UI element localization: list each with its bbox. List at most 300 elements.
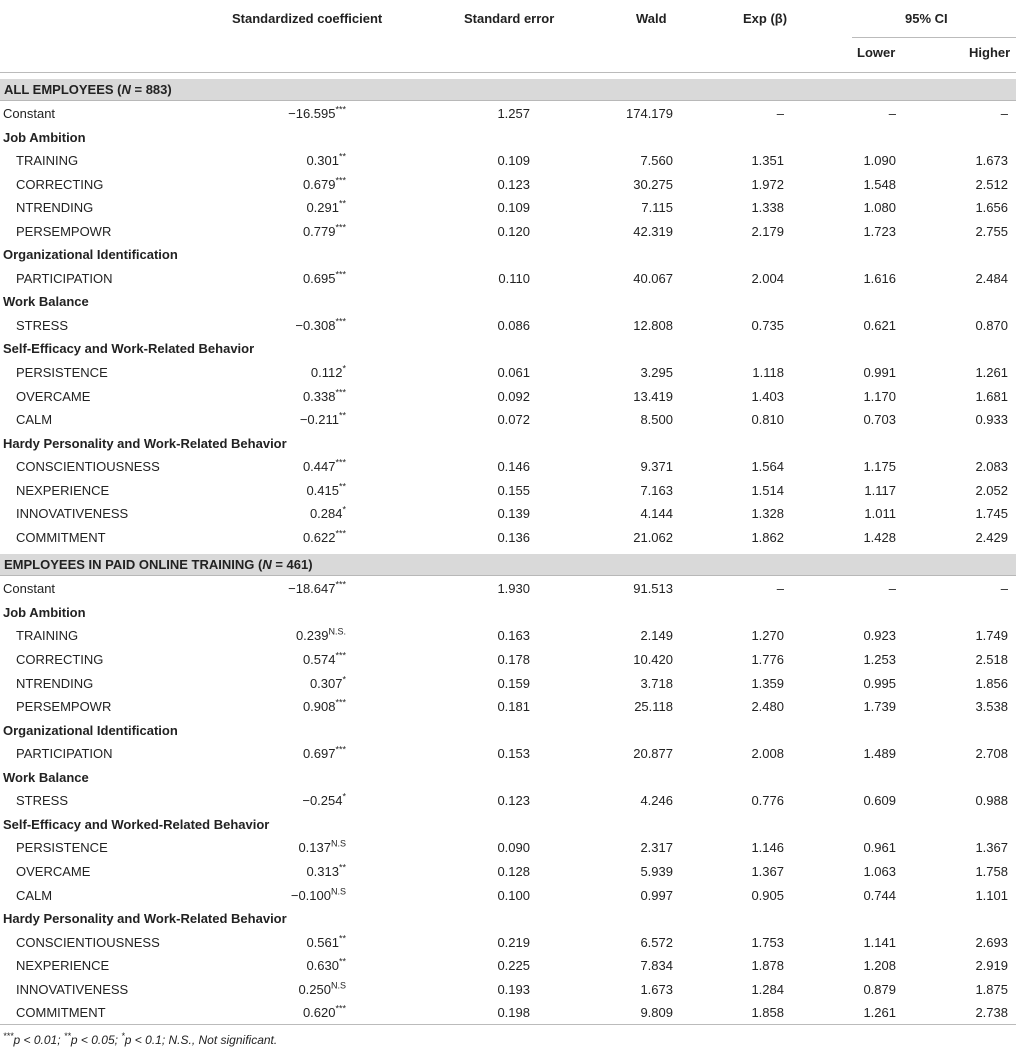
- cell-standard-error: 0.120: [497, 223, 530, 239]
- cell-ci-higher: 2.738: [975, 1005, 1008, 1021]
- cell-wald: 4.246: [640, 793, 673, 809]
- row-label: INNOVATIVENESS: [16, 506, 129, 522]
- cell-ci-higher: 2.755: [975, 223, 1008, 239]
- cell-standard-error: 0.155: [497, 482, 530, 498]
- header-standardized-coefficient: Standardized coefficient: [232, 11, 383, 26]
- coefficient-value: 0.574: [302, 652, 336, 668]
- cell-ci-lower: 1.090: [863, 153, 896, 169]
- cell-ci-higher: 1.875: [975, 981, 1008, 997]
- cell-ci-higher: 2.429: [975, 529, 1008, 545]
- coefficient-value: −16.595: [288, 106, 336, 121]
- cell-standardized-coefficient: [306, 483, 346, 498]
- significance-marker: *: [342, 674, 346, 685]
- significance-marker: ***: [335, 222, 346, 233]
- cell-standardized-coefficient: [303, 177, 346, 192]
- row-label: Organizational Identification: [3, 247, 178, 263]
- significance-marker: **: [338, 151, 346, 162]
- cell-standard-error: 0.136: [497, 529, 530, 545]
- coefficient-value: 0.697: [302, 746, 336, 762]
- cell-standard-error: 0.072: [497, 412, 530, 428]
- coefficient-value: 0.307: [309, 675, 343, 691]
- cell-exp-beta: 1.146: [751, 840, 784, 856]
- cell-standard-error: 0.123: [497, 793, 530, 809]
- cell-standard-error: 0.061: [497, 365, 530, 381]
- cell-ci-lower: 1.428: [863, 529, 896, 545]
- significance-marker: ***: [335, 316, 346, 327]
- coefficient-value: 0.679: [302, 176, 336, 192]
- cell-wald: 7.560: [640, 153, 673, 169]
- coefficient-value: 0.622: [302, 529, 336, 545]
- group-header-row: [0, 600, 1016, 624]
- cell-ci-lower: 1.739: [863, 699, 896, 715]
- cell-ci-lower: –: [888, 581, 896, 597]
- cell-standardized-coefficient: [298, 982, 346, 997]
- cell-ci-lower: 0.621: [863, 317, 896, 333]
- cell-standardized-coefficient: [303, 224, 346, 239]
- cell-exp-beta: 1.564: [751, 459, 784, 475]
- cell-wald: 40.067: [633, 270, 673, 286]
- cell-standard-error: 0.178: [497, 652, 530, 668]
- table-row: [0, 671, 1016, 695]
- table-body: [0, 79, 1016, 1024]
- cell-standard-error: 0.109: [497, 153, 530, 169]
- row-label: PERSEMPOWR: [16, 223, 112, 239]
- cell-ci-higher: 1.749: [975, 628, 1008, 644]
- coefficient-value: 0.447: [302, 459, 336, 475]
- cell-standard-error: 1.257: [497, 106, 530, 121]
- cell-ci-higher: 1.367: [975, 840, 1008, 856]
- cell-wald: 30.275: [633, 176, 673, 192]
- table-row: [0, 741, 1016, 765]
- coefficient-value: 0.284: [309, 506, 343, 522]
- header-higher: Higher: [969, 45, 1011, 60]
- cell-exp-beta: 1.403: [751, 388, 784, 404]
- cell-ci-higher: 2.708: [975, 746, 1008, 762]
- significance-marker: *: [342, 504, 346, 515]
- cell-wald: 6.572: [640, 934, 673, 950]
- cell-ci-lower: 1.616: [863, 270, 896, 286]
- cell-ci-higher: 1.261: [975, 365, 1008, 381]
- section-title: EMPLOYEES IN PAID ONLINE TRAINING (N = 461): [4, 557, 313, 573]
- significance-marker: N.S: [330, 839, 346, 850]
- row-label: OVERCAME: [16, 863, 91, 879]
- group-header-row: [0, 242, 1016, 266]
- cell-wald: 3.718: [640, 675, 673, 691]
- table-row: [0, 694, 1016, 718]
- cell-standard-error: 0.225: [497, 958, 530, 974]
- cell-ci-lower: 0.923: [863, 628, 896, 644]
- significance-marker: ***: [335, 387, 346, 398]
- cell-exp-beta: 1.776: [751, 652, 784, 668]
- row-label: Organizational Identification: [3, 722, 178, 738]
- coefficient-value: −0.308: [295, 317, 336, 333]
- row-label: Constant: [3, 581, 56, 597]
- cell-ci-higher: 1.745: [975, 506, 1008, 522]
- significance-marker: N.S: [330, 886, 346, 897]
- cell-standardized-coefficient: [303, 271, 346, 286]
- cell-standard-error: 0.193: [497, 981, 530, 997]
- significance-marker: ***: [335, 580, 346, 591]
- group-header-row: [0, 336, 1016, 360]
- table-row: [0, 788, 1016, 812]
- cell-wald: 174.179: [626, 106, 673, 121]
- coefficient-value: 0.291: [306, 200, 339, 216]
- cell-ci-higher: –: [1000, 106, 1008, 121]
- cell-ci-higher: 2.512: [975, 176, 1008, 192]
- significance-marker: ***: [335, 104, 346, 115]
- row-label: PARTICIPATION: [16, 270, 113, 286]
- cell-exp-beta: 1.514: [751, 482, 784, 498]
- cell-standard-error: 0.181: [497, 699, 530, 715]
- significance-marker: ***: [335, 650, 346, 661]
- row-label: Hardy Personality and Work-Related Behavior: [3, 911, 287, 927]
- cell-standardized-coefficient: [310, 676, 346, 691]
- row-label: PARTICIPATION: [16, 746, 113, 762]
- cell-exp-beta: 1.862: [751, 529, 784, 545]
- cell-ci-lower: 1.261: [863, 1005, 896, 1021]
- significance-marker: ***: [335, 175, 346, 186]
- cell-standard-error: 1.930: [497, 581, 530, 597]
- row-label: NEXPERIENCE: [16, 958, 110, 974]
- group-header-row: [0, 289, 1016, 313]
- cell-standardized-coefficient: [310, 506, 346, 521]
- table-row: [0, 195, 1016, 219]
- group-header-row: [0, 812, 1016, 836]
- cell-standardized-coefficient: [298, 840, 346, 855]
- cell-wald: 4.144: [640, 506, 673, 522]
- cell-ci-higher: 1.656: [975, 200, 1008, 216]
- cell-standardized-coefficient: [311, 365, 346, 380]
- cell-ci-lower: –: [888, 106, 896, 121]
- section-header-row: [0, 79, 1016, 101]
- cell-ci-higher: 3.538: [975, 699, 1008, 715]
- cell-ci-lower: 1.208: [863, 958, 896, 974]
- cell-exp-beta: 1.270: [751, 628, 784, 644]
- cell-standard-error: 0.092: [497, 388, 530, 404]
- significance-marker: **: [338, 198, 346, 209]
- group-header-row: [0, 906, 1016, 930]
- cell-exp-beta: 1.972: [751, 176, 784, 192]
- table-row: [0, 478, 1016, 502]
- table-row: [0, 172, 1016, 196]
- cell-ci-higher: 2.919: [975, 958, 1008, 974]
- cell-ci-lower: 1.011: [864, 506, 896, 522]
- cell-wald: 7.115: [641, 200, 673, 216]
- footnote: ***p < 0.01; **p < 0.05; *p < 0.1; N.S., Not significant.: [3, 1031, 278, 1047]
- cell-exp-beta: 0.735: [751, 317, 784, 333]
- section-title: ALL EMPLOYEES (N = 883): [4, 82, 172, 97]
- cell-wald: 0.997: [640, 887, 673, 903]
- row-label: CORRECTING: [16, 652, 104, 668]
- cell-standardized-coefficient: [303, 530, 346, 545]
- cell-ci-lower: 1.548: [863, 176, 896, 192]
- table-bottom-rule: [0, 1024, 1016, 1025]
- cell-standard-error: 0.198: [497, 1005, 530, 1021]
- table-row: [0, 977, 1016, 1001]
- row-label: COMMITMENT: [16, 529, 106, 545]
- row-label: CONSCIENTIOUSNESS: [16, 934, 160, 950]
- significance-marker: *: [342, 791, 346, 802]
- significance-marker: **: [338, 956, 346, 967]
- significance-marker: **: [338, 410, 346, 421]
- table-row: [0, 930, 1016, 954]
- cell-standardized-coefficient: [303, 652, 346, 667]
- cell-standard-error: 0.159: [497, 675, 530, 691]
- group-header-row: [0, 431, 1016, 455]
- coefficient-value: −0.254: [302, 793, 343, 809]
- cell-ci-lower: 0.961: [863, 840, 896, 856]
- row-label: PERSISTENCE: [16, 840, 108, 856]
- significance-marker: N.S: [330, 980, 346, 991]
- cell-exp-beta: 0.905: [751, 887, 784, 903]
- table-row: [0, 647, 1016, 671]
- cell-standard-error: 0.139: [497, 506, 530, 522]
- significance-marker: ***: [335, 744, 346, 755]
- header-exp-beta: Exp (β): [743, 11, 788, 26]
- significance-marker: ***: [335, 1003, 346, 1014]
- cell-wald: 9.809: [640, 1005, 673, 1021]
- cell-exp-beta: 1.359: [751, 675, 784, 691]
- coefficient-value: 0.250: [298, 981, 331, 997]
- cell-wald: 5.939: [640, 863, 673, 879]
- row-label: CONSCIENTIOUSNESS: [16, 459, 160, 475]
- header-standard-error: Standard error: [464, 11, 555, 26]
- coefficient-value: 0.137: [298, 840, 331, 856]
- cell-exp-beta: –: [776, 581, 784, 597]
- row-label: COMMITMENT: [16, 1005, 106, 1021]
- cell-exp-beta: 1.118: [752, 365, 784, 381]
- cell-ci-higher: 2.052: [975, 482, 1008, 498]
- coefficient-value: 0.112: [310, 365, 343, 381]
- cell-standardized-coefficient: [295, 318, 346, 333]
- header-lower: Lower: [857, 45, 896, 60]
- cell-standard-error: 0.109: [497, 200, 530, 216]
- cell-ci-lower: 1.489: [863, 746, 896, 762]
- row-label: Hardy Personality and Work-Related Behavior: [3, 435, 287, 451]
- row-label: STRESS: [16, 317, 69, 333]
- cell-exp-beta: 2.004: [751, 270, 784, 286]
- significance-marker: **: [338, 481, 346, 492]
- cell-wald: 21.062: [633, 529, 673, 545]
- table-row: [0, 313, 1016, 337]
- coefficient-value: 0.313: [306, 863, 339, 879]
- coefficient-value: 0.239: [295, 628, 329, 644]
- table-row: [0, 219, 1016, 243]
- cell-standard-error: 0.100: [497, 887, 530, 903]
- cell-ci-lower: 0.744: [863, 887, 896, 903]
- cell-wald: 2.317: [640, 840, 673, 856]
- cell-standardized-coefficient: [291, 888, 346, 903]
- table-row: [0, 101, 1016, 125]
- cell-standardized-coefficient: [302, 793, 346, 808]
- row-label: NTRENDING: [16, 675, 94, 691]
- row-label: PERSEMPOWR: [16, 699, 112, 715]
- significance-marker: *: [342, 363, 346, 374]
- row-label: PERSISTENCE: [16, 365, 108, 381]
- group-header-row: [0, 125, 1016, 149]
- cell-wald: 91.513: [633, 581, 673, 597]
- cell-wald: 10.420: [633, 652, 673, 668]
- cell-standard-error: 0.128: [497, 863, 530, 879]
- cell-ci-higher: 1.101: [975, 887, 1008, 903]
- table-row: [0, 266, 1016, 290]
- cell-ci-higher: 2.484: [975, 270, 1008, 286]
- cell-exp-beta: –: [776, 106, 784, 121]
- row-label: Work Balance: [3, 769, 89, 785]
- cell-standard-error: 0.123: [497, 176, 530, 192]
- coefficient-value: −0.100: [290, 887, 331, 903]
- cell-wald: 8.500: [640, 412, 673, 428]
- cell-wald: 1.673: [640, 981, 673, 997]
- table-row: [0, 623, 1016, 647]
- row-label: TRAINING: [16, 628, 79, 644]
- table-row: [0, 576, 1016, 600]
- cell-ci-lower: 1.117: [864, 482, 896, 498]
- cell-standardized-coefficient: [306, 864, 346, 879]
- coefficient-value: 0.301: [306, 153, 339, 169]
- table-row: [0, 360, 1016, 384]
- cell-exp-beta: 1.753: [751, 934, 784, 950]
- table-row: [0, 953, 1016, 977]
- cell-ci-lower: 0.991: [863, 365, 896, 381]
- cell-wald: 42.319: [633, 223, 673, 239]
- cell-exp-beta: 1.338: [751, 200, 784, 216]
- table-row: [0, 835, 1016, 859]
- cell-standardized-coefficient: [306, 958, 346, 973]
- significance-marker: ***: [335, 697, 346, 708]
- cell-standardized-coefficient: [288, 581, 346, 596]
- cell-ci-lower: 1.175: [863, 459, 896, 475]
- cell-ci-higher: 0.988: [975, 793, 1008, 809]
- row-label: CORRECTING: [16, 176, 104, 192]
- cell-ci-lower: 0.703: [863, 412, 896, 428]
- significance-marker: N.S.: [328, 627, 346, 638]
- cell-exp-beta: 1.328: [751, 506, 784, 522]
- cell-ci-lower: 1.080: [863, 200, 896, 216]
- row-label: Job Ambition: [3, 129, 86, 145]
- cell-exp-beta: 2.008: [751, 746, 784, 762]
- row-label: NEXPERIENCE: [16, 482, 110, 498]
- header-95-ci: 95% CI: [905, 11, 948, 26]
- cell-standardized-coefficient: [296, 628, 346, 643]
- cell-standard-error: 0.146: [497, 459, 530, 475]
- coefficient-value: 0.630: [306, 958, 339, 974]
- significance-marker: **: [338, 933, 346, 944]
- cell-wald: 7.834: [640, 958, 673, 974]
- cell-ci-higher: 0.933: [975, 412, 1008, 428]
- cell-ci-lower: 1.253: [863, 652, 896, 668]
- cell-ci-higher: 1.673: [975, 153, 1008, 169]
- cell-wald: 9.371: [640, 459, 673, 475]
- row-label: Self-Efficacy and Worked-Related Behavior: [3, 816, 270, 832]
- cell-exp-beta: 0.810: [751, 412, 784, 428]
- cell-ci-higher: 1.856: [975, 675, 1008, 691]
- cell-exp-beta: 1.858: [751, 1005, 784, 1021]
- cell-wald: 7.163: [640, 482, 673, 498]
- table-row: [0, 859, 1016, 883]
- cell-ci-lower: 1.141: [863, 934, 896, 950]
- cell-wald: 12.808: [633, 317, 673, 333]
- row-label: TRAINING: [16, 153, 79, 169]
- cell-wald: 2.149: [640, 628, 673, 644]
- cell-standardized-coefficient: [303, 746, 346, 761]
- table-row: [0, 1000, 1016, 1024]
- table-row: [0, 883, 1016, 907]
- row-label: INNOVATIVENESS: [16, 981, 129, 997]
- cell-standard-error: 0.219: [497, 934, 530, 950]
- cell-standardized-coefficient: [306, 935, 346, 950]
- group-header-row: [0, 718, 1016, 742]
- cell-exp-beta: 1.367: [751, 863, 784, 879]
- cell-ci-lower: 0.609: [863, 793, 896, 809]
- cell-standardized-coefficient: [303, 1005, 346, 1020]
- table-row: [0, 454, 1016, 478]
- cell-standard-error: 0.086: [497, 317, 530, 333]
- coefficient-value: 0.779: [302, 223, 336, 239]
- cell-standardized-coefficient: [306, 153, 346, 168]
- significance-marker: **: [338, 862, 346, 873]
- cell-standardized-coefficient: [303, 389, 346, 404]
- table-row: [0, 525, 1016, 549]
- cell-exp-beta: 1.878: [751, 958, 784, 974]
- row-label: STRESS: [16, 793, 69, 809]
- cell-wald: 20.877: [633, 746, 673, 762]
- header-row-1: [0, 0, 1016, 40]
- cell-ci-higher: 1.681: [975, 388, 1008, 404]
- cell-standardized-coefficient: [303, 459, 346, 474]
- cell-ci-higher: 2.083: [975, 459, 1008, 475]
- cell-ci-higher: 0.870: [975, 317, 1008, 333]
- cell-wald: 13.419: [633, 388, 673, 404]
- cell-standardized-coefficient: [288, 106, 346, 121]
- cell-ci-lower: 0.879: [863, 981, 896, 997]
- significance-marker: ***: [335, 269, 346, 280]
- table-row: [0, 407, 1016, 431]
- cell-exp-beta: 2.480: [751, 699, 784, 715]
- cell-standard-error: 0.090: [497, 840, 530, 856]
- cell-wald: 3.295: [640, 365, 673, 381]
- table-row: [0, 148, 1016, 172]
- cell-ci-higher: –: [1000, 581, 1008, 597]
- group-header-row: [0, 765, 1016, 789]
- row-label: NTRENDING: [16, 200, 94, 216]
- row-label: Job Ambition: [3, 604, 86, 620]
- significance-marker: ***: [335, 528, 346, 539]
- coefficient-value: 0.561: [306, 934, 339, 950]
- cell-wald: 25.118: [634, 699, 673, 715]
- header-row-2: [0, 40, 1016, 73]
- ci-divider: [852, 37, 1016, 38]
- row-label: CALM: [16, 887, 53, 903]
- cell-ci-higher: 2.518: [975, 652, 1008, 668]
- cell-ci-lower: 1.723: [863, 223, 896, 239]
- row-label: Constant: [3, 106, 56, 121]
- cell-ci-higher: 2.693: [975, 934, 1008, 950]
- row-label: CALM: [16, 412, 53, 428]
- cell-exp-beta: 1.284: [751, 981, 784, 997]
- row-label: Work Balance: [3, 294, 89, 310]
- cell-standardized-coefficient: [306, 200, 346, 215]
- cell-exp-beta: 0.776: [751, 793, 784, 809]
- cell-standard-error: 0.153: [497, 746, 530, 762]
- coefficient-value: −0.211: [299, 412, 339, 428]
- header-wald: Wald: [636, 11, 667, 26]
- table-row: [0, 501, 1016, 525]
- significance-marker: ***: [335, 457, 346, 468]
- cell-ci-lower: 1.170: [863, 388, 896, 404]
- cell-standard-error: 0.110: [498, 270, 530, 286]
- cell-ci-higher: 1.758: [975, 863, 1008, 879]
